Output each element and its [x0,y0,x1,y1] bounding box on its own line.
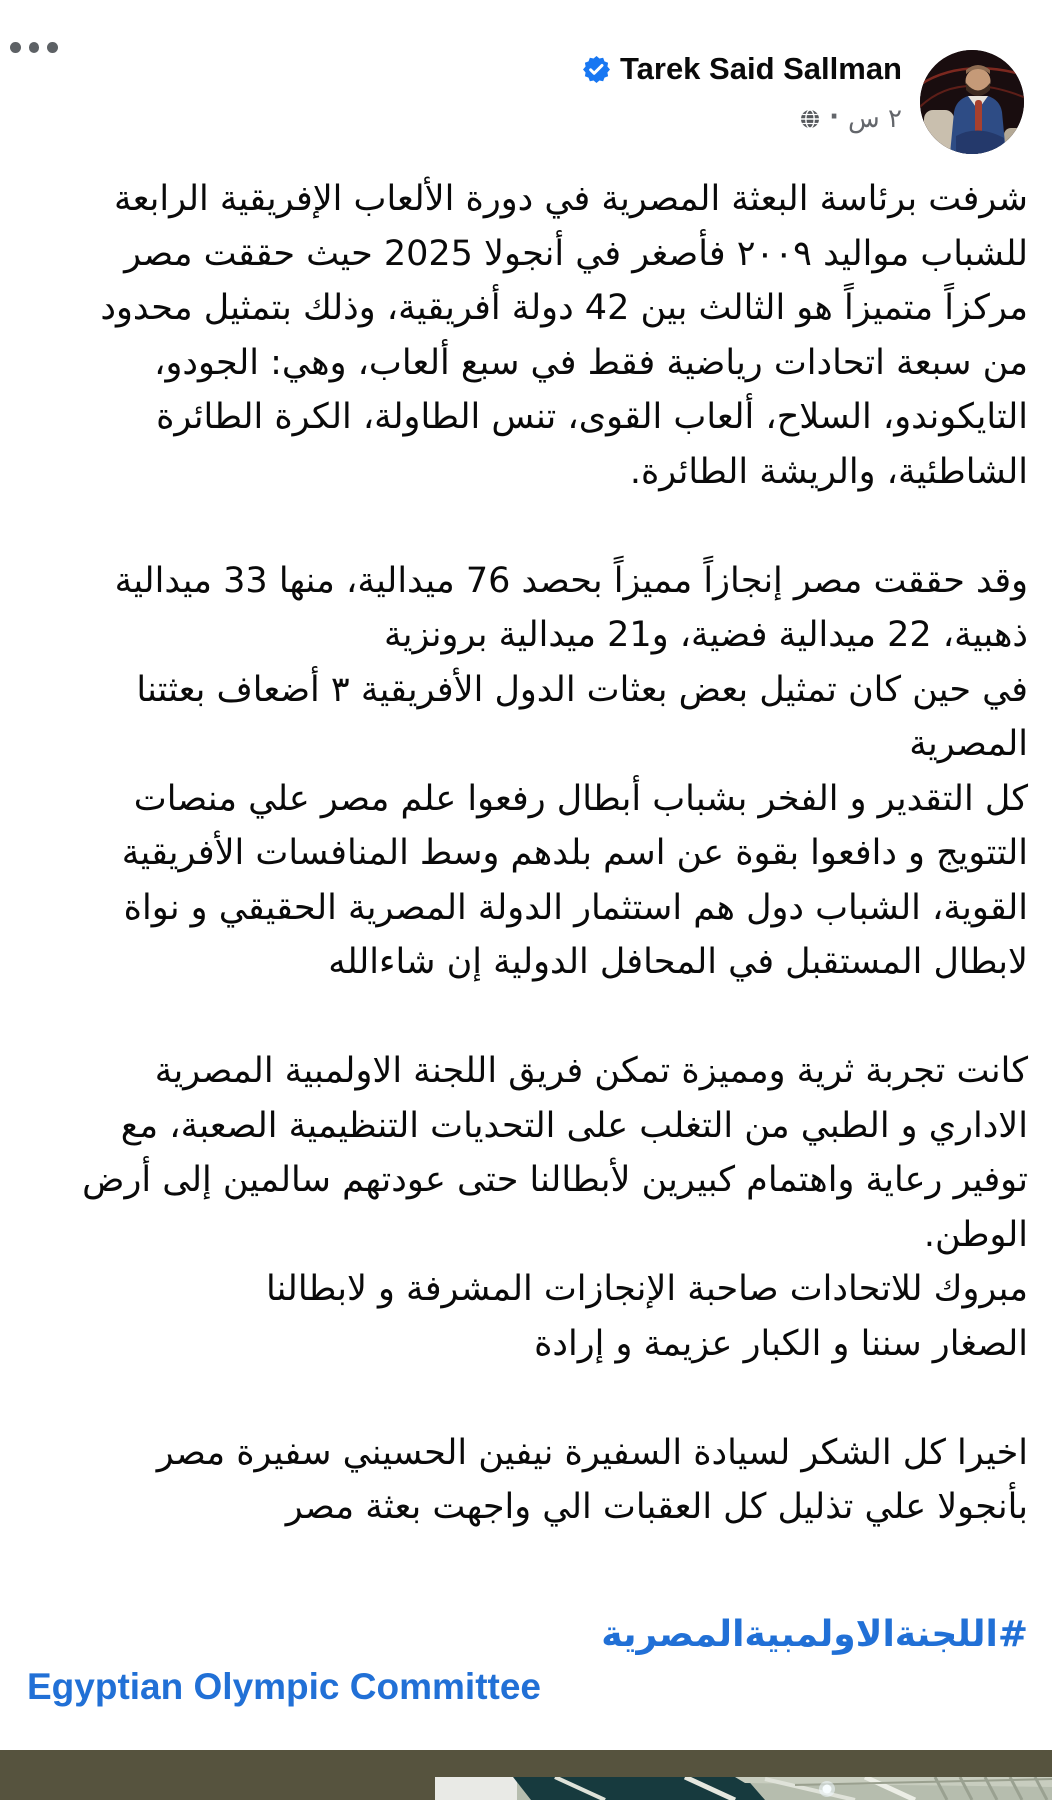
post-text-line: الاداري و الطبي من التغلب على التحديات التنظيمية الصعبة، مع [120,1105,1028,1146]
author-name[interactable]: Tarek Said Sallman [620,51,902,86]
post-text-line: ذهبية، 22 ميدالية فضية، و21 ميدالية برونزية [383,615,1028,655]
post-text-line: بأنجولا علي تذليل كل العقبات الي واجهت بعثة مصر [285,1487,1028,1527]
avatar-photo [920,50,1024,154]
post-text-line: اخيرا كل الشكر لسيادة السفيرة نيفين الحسيني سفيرة مصر [156,1432,1028,1473]
post-text [28,172,1028,1662]
post-text-line [28,990,1028,1045]
tagged-page-link[interactable]: Egyptian Olympic Committee [27,1666,541,1707]
post-text-line: الوطن. [923,1214,1028,1255]
post-meta [800,104,902,134]
post-text-line: القوية، الشباب دول هم استثمار الدولة المصرية الحقيقي و نواة [123,887,1028,928]
post-text-lines [28,172,1028,1535]
attachment-photo[interactable] [435,1777,1052,1800]
post-text-line: توفير رعاية واهتمام كبيرين لأبطالنا حتى عودتهم سالمين إلى أرض [82,1160,1028,1200]
attachment-band [0,1750,1052,1800]
post-text-line: كانت تجربة ثرية ومميزة تمكن فريق اللجنة الاولمبية المصرية [154,1051,1028,1091]
post-text-line: مبروك للاتحادات صاحبة الإنجازات المشرفة و لابطالنا [265,1269,1028,1309]
post-text-line: وقد حققت مصر إنجازاً مميزاً بحصد 76 ميدالية، منها 33 ميدالية [114,560,1028,601]
timestamp[interactable]: ٢ س [848,104,902,134]
post-menu-button[interactable] [8,36,60,58]
post-text-line: التتويج و دافعوا بقوة عن اسم بلدهم وسط المنافسات الأفريقية [121,833,1028,873]
meta-separator: · [829,102,840,132]
post-text-line [28,1371,1028,1426]
globe-icon [800,109,820,129]
ellipsis-icon [29,42,40,53]
post-text-line: من سبعة اتحادات رياضية فقط في سبع ألعاب، وهي: الجودو، [154,342,1028,383]
post-text-line: شرفت برئاسة البعثة المصرية في دورة الألعاب الإفريقية الرابعة [113,179,1028,219]
post-text-line: للشباب مواليد ٢٠٠٩ فأصغر في أنجولا 2025 حيث حققت مصر [124,233,1028,274]
post-text-line: في حين كان تمثيل بعض بعثات الدول الأفريقية ٣ أضعاف بعثتنا [136,669,1028,710]
post-text-line [28,499,1028,554]
post-text-line: مركزاً متميزاً هو الثالث بين 42 دولة أفريقية، وذلك بتمثيل محدود [100,288,1028,328]
post-text-line: الصغار سننا و الكبار عزيمة و إرادة [534,1323,1028,1364]
post-text-line: لابطال المستقبل في المحافل الدولية إن شاءالله [328,942,1028,982]
post-text-line: الشاطئية، والريشة الطائرة. [629,451,1028,492]
post-text-line: التايكوندو، السلاح، ألعاب القوى، تنس الطاولة، الكرة الطائرة [156,397,1028,437]
verified-badge-icon [583,56,610,83]
post-text-line: المصرية [909,724,1028,764]
author-row [583,48,902,90]
ellipsis-icon [47,42,58,53]
post-text-line: كل التقدير و الفخر بشباب أبطال رفعوا علم مصر علي منصات [133,778,1028,819]
ellipsis-icon [10,42,21,53]
hashtag-link[interactable]: #اللجنةالاولمبيةالمصرية [601,1613,1028,1655]
avatar[interactable] [920,50,1024,154]
arena-photo-graphic [435,1777,1052,1800]
